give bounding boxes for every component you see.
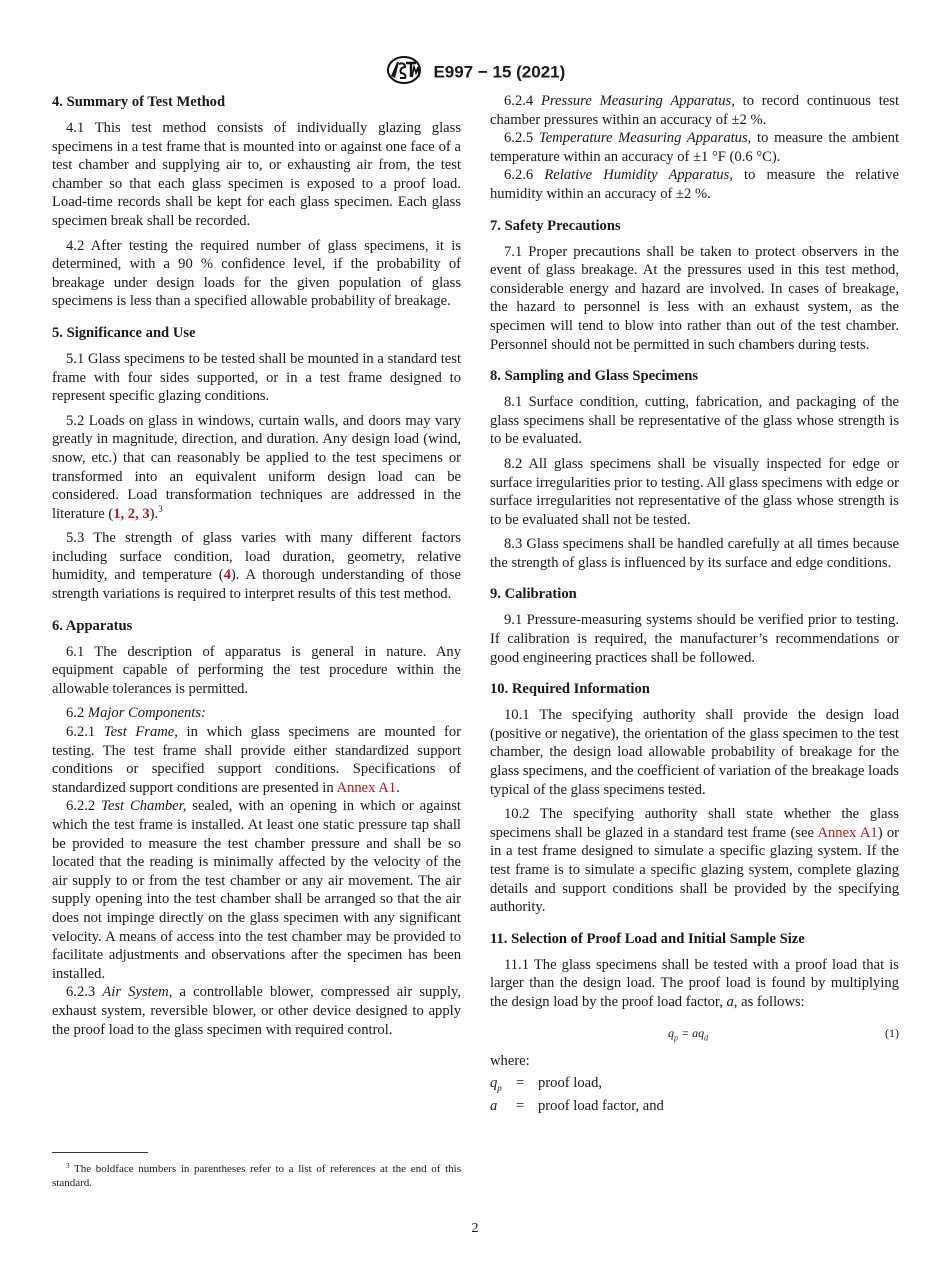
page-number: 2 (471, 1221, 479, 1236)
equation-formula: $q_p = aq_d$ (668, 1025, 709, 1042)
footnote-text: The boldface numbers in parentheses refer to a list of references at the end of this standard. (52, 1163, 461, 1189)
paragraph-11-1 (490, 956, 899, 1012)
definition-row (490, 1097, 899, 1120)
paragraph-6-2-1: 6.2.1 Test Frame, in which glass specimens are mounted for testing. The test frame shall provide either standardized support conditions or specified support conditions. Specifications of standardized support conditions are presented in Annex A1. (52, 724, 461, 796)
reference-link[interactable]: 2 (127, 505, 136, 522)
text: 11.1 The glass specimens shall be tested with a proof load that is larger than the design load. The proof load is found by multiplying the design load by the proof load factor, (490, 956, 899, 1010)
definition-row (490, 1074, 899, 1097)
left-column (52, 92, 461, 1039)
clause-title: Pressure Measuring Apparatus, (541, 93, 735, 109)
variable: a (726, 993, 734, 1010)
text: to measure the relative humidity within an accuracy of ±2 %. (490, 167, 899, 202)
text: 5.3 The strength of glass varies with many different factors including surface condition, load duration, geometry, relative humidity, and temperature ( (52, 530, 461, 584)
paragraph-4-2: 4.2 After testing the required number of glass specimens, it is determined, with a 90 % confidence level, if the probability of breakage under design loads for the given population of glass specimens is less than a specified allowable probability of breakage. (52, 237, 461, 310)
paragraph-6-2-5 (490, 129, 899, 166)
definition: proof load factor, and (538, 1098, 664, 1115)
paragraph-7-1: 7.1 Proper precautions shall be taken to protect observers in the event of glass breakage. At the pressures used in this test method, considerable energy and hazard are involved. In cases of breakage, the hazard to personnel is less with an exhaust system, as the specimen will tend to blow into rather than out of the test chamber. Personnel should not be permitted in such chambers during tests. (490, 243, 899, 353)
paragraph-6-1: 6.1 The description of apparatus is general in nature. Any equipment capable of performing the test procedure within the allowable tolerances is permitted. (52, 643, 461, 697)
text: , as follows: (733, 993, 805, 1010)
footnote-number: 3 (66, 1162, 70, 1170)
clause-number: 6.2.1 (66, 724, 96, 741)
equals: = (516, 1075, 525, 1092)
text: to record continuous test chamber pressures within an accuracy of ±2 %. (490, 93, 899, 128)
clause-number: 6.2.4 (504, 93, 534, 109)
where-label: where: (490, 1052, 530, 1069)
standard-designation: E997 − 15 (2021) (433, 62, 566, 82)
reference-link[interactable]: 3 (142, 505, 150, 522)
paragraph-8-1: 8.1 Surface condition, cutting, fabrication, and packaging of the glass specimens shall be representative of the glass whose strength is to be evaluated. (490, 394, 899, 448)
section-heading: 4. Summary of Test Method (52, 94, 226, 110)
paragraph-5-3 (52, 529, 461, 603)
text: 10.2 The specifying authority shall state whether the glass specimens shall be glazed in a standard test frame (see (490, 806, 899, 841)
paragraph-5-1: 5.1 Glass specimens to be tested shall be mounted in a standard test frame with four sides supported, or in a test frame designed to represent specific glazing conditions. (52, 350, 461, 405)
text: ). A thorough understanding of those strength variations is required to interpret results of this test method. (52, 567, 461, 603)
paragraph-6-2-6 (490, 166, 899, 203)
clause-title: Temperature Measuring Apparatus, (538, 130, 752, 147)
paragraph-6-2-2 (52, 797, 461, 983)
text: sealed, with an opening in which or against which the test frame is installed. At least one static pressure tap shall be provided to measure the test chamber pressure and shall be so located that the reading is minimally affected by the velocity of the air supply to or from the test chamber or any air movement. The air supply opening into the test chamber shall be arranged so that the air does not impinge directly on the glass specimen with any significant velocity. A means of access into the test chamber may be provided to facilitate adjustments and observations after the specimen has been installed. (52, 798, 461, 982)
reference-link[interactable]: 4 (223, 567, 231, 584)
clause-title: Test Chamber, (101, 798, 187, 815)
section-heading: 11. Selection of Proof Load and Initial Sample Size (490, 930, 805, 947)
text: 5.2 Loads on glass in windows, curtain walls, and doors may vary greatly in magnitude, direction, and duration. Any design load (wind, snow, etc.) that can reasonably be applied to the test specimens or transformed into an equivalent uniform design load can be considered. Load transformation techniques are addressed in the literature ( (52, 412, 461, 522)
clause-number: 6.2.6 (504, 167, 534, 184)
page-header (0, 56, 950, 89)
reference-link[interactable]: 1 (113, 505, 121, 522)
text: to measure the ambient temperature within an accuracy of ±1 °F (0.6 °C). (490, 130, 900, 165)
section-heading: 6. Apparatus (52, 617, 133, 634)
annex-link[interactable]: Annex A1 (336, 779, 397, 796)
section-heading: 10. Required Information (490, 681, 650, 698)
clause-number: 6.2.5 (504, 130, 534, 147)
clause-title: Test Frame, (103, 724, 178, 741)
section-heading: 5. Significance and Use (52, 324, 196, 341)
clause-title: Major Components: (87, 705, 206, 722)
symbol: a (490, 1098, 498, 1115)
clause-number: 6.2 (66, 705, 85, 722)
footnote-marker[interactable]: 3 (158, 503, 163, 514)
equals: = (516, 1098, 525, 1115)
section-heading: 9. Calibration (490, 586, 577, 603)
equation-number: (1) (885, 1025, 899, 1040)
footnote-divider (52, 1152, 148, 1153)
annex-link[interactable]: Annex A1 (817, 824, 878, 841)
clause-number: 6.2.3 (66, 984, 96, 1001)
paragraph-6-2-3 (52, 983, 461, 1039)
text: a controllable blower, compressed air supply, exhaust system, reversible blower, or other device designed to apply the proof load to the glass specimen with required control. (52, 984, 461, 1038)
paragraph-5-2: 5.2 Loads on glass in windows, curtain walls, and doors may vary greatly in magnitude, direction, and duration. Any design load (wind, snow, etc.) that can reasonably be applied to the test specimens or transformed into an equivalent uniform design load can be considered. Load transformation techniques are addressed in the literature (1, 2, 3).$^3$ (52, 412, 461, 522)
clause-title: Relative Humidity Apparatus, (544, 167, 733, 184)
paragraph-9-1: 9.1 Pressure-measuring systems should be verified prior to testing. If calibration is required, the manufacturer’s recommendations or good engineering practices shall be followed. (490, 612, 899, 666)
section-heading: 8. Sampling and Glass Specimens (490, 368, 699, 385)
footnote (52, 1162, 461, 1190)
section-heading: 7. Safety Precautions (490, 217, 621, 234)
symbol: $q_p$ (490, 1075, 502, 1094)
paragraph-8-2: 8.2 All glass specimens shall be visually inspected for edge or surface irregularities prior to testing. All glass specimens with edge or surface irregularities not representative of the glass whose strength is to be evaluated shall not be tested. (490, 455, 899, 528)
astm-logo-icon (385, 56, 423, 89)
equation (490, 1020, 899, 1046)
text: in which glass specimens are mounted for testing. The test frame shall provide either standardized support conditions or specified support conditions. Specifications of standardized support conditions are presented in (52, 724, 461, 796)
paragraph-8-3: 8.3 Glass specimens shall be handled carefully at all times because the strength of glass is influenced by its surface and edge conditions. (490, 536, 899, 571)
paragraph-6-2-4 (490, 92, 899, 129)
clause-number: 6.2.2 (66, 798, 96, 815)
definition: proof load, (538, 1075, 603, 1092)
paragraph-10-1: 10.1 The specifying authority shall provide the design load (positive or negative), the orientation of the glass specimen to the test chamber, the design load allowable probability of breakage for the glass specimens, and the coefficient of variation of the breakage loads typical of the glass specimens tested. (490, 707, 899, 798)
paragraph-6-2 (52, 704, 461, 723)
right-column (490, 92, 899, 1120)
text: ) or in a test frame designed to simulate a specific glazing system. If the test frame is to simulate a specific glazing system, complete glazing details and support conditions shall be provided by the specifying authority. (490, 824, 900, 916)
paragraph-4-1: 4.1 This test method consists of individually glazing glass specimens in a test frame that is mounted into or against one face of a test chamber and supplying air to, or exhausting air from, the test chamber so that each glass specimen is exposed to a proof load. Load-time records shall be kept for each glass specimen. Each glass specimen break shall be recorded. (52, 120, 461, 229)
clause-title: Air System, (102, 984, 173, 1001)
paragraph-10-2 (490, 805, 899, 917)
